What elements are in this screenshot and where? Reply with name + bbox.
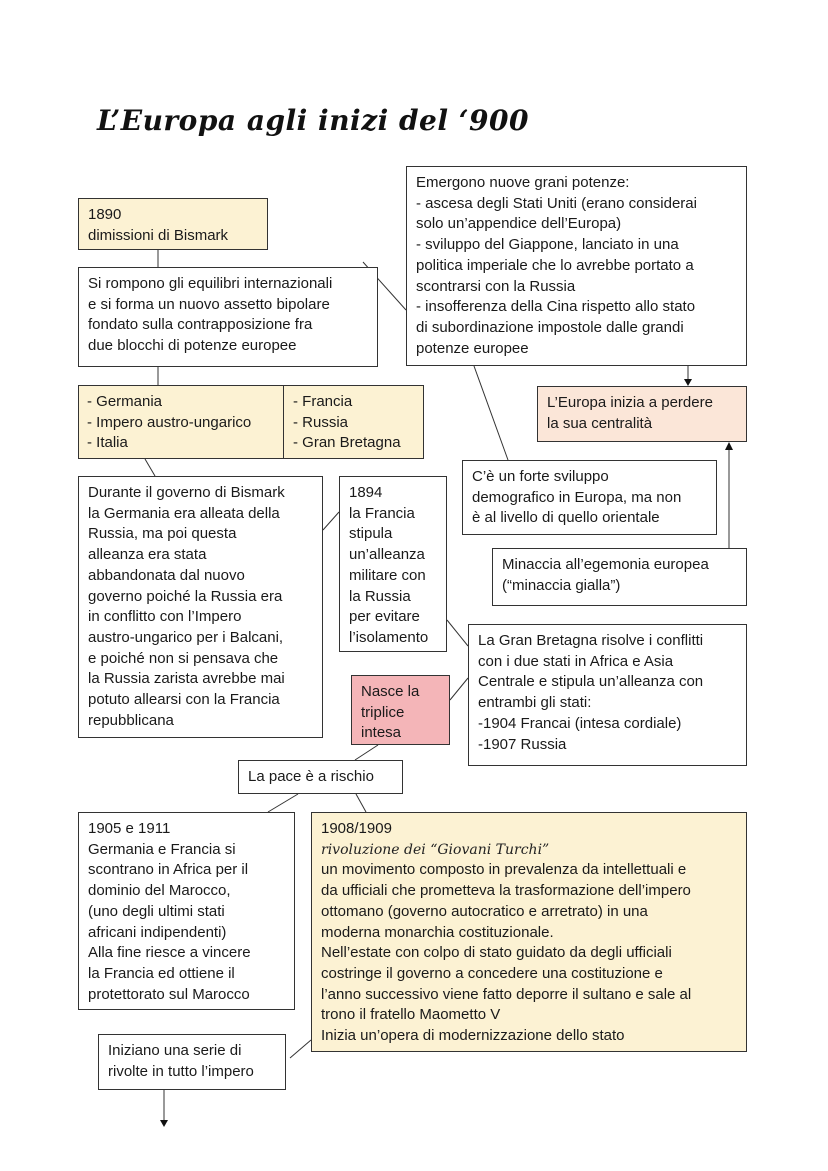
governo-bismark-box bbox=[78, 476, 323, 738]
text-line: due blocchi di potenze europee bbox=[88, 337, 297, 355]
text-line: (“minaccia gialla”) bbox=[502, 576, 621, 594]
text-line: per evitare bbox=[349, 608, 420, 626]
text-line: C’è un forte sviluppo bbox=[472, 468, 609, 485]
text-line: - ascesa degli Stati Uniti (erano considerai bbox=[416, 194, 697, 212]
text-line: governo poiché la Russia era bbox=[88, 587, 283, 605]
text-line: dominio del Marocco, bbox=[88, 882, 231, 900]
text-line: la Francia ed ottiene il bbox=[88, 964, 235, 982]
text-line: Durante il governo di Bismark bbox=[88, 484, 285, 501]
text-line: la sua centralità bbox=[547, 414, 653, 432]
text-line: l’isolamento bbox=[349, 628, 429, 646]
text-line: ottomano (governo autocratico e arretrato) in una bbox=[321, 902, 648, 920]
text-line: -1907 Russia bbox=[478, 735, 567, 753]
text-line: dimissioni di Bismark bbox=[88, 226, 229, 244]
text-line: - Russia bbox=[293, 413, 349, 431]
text-line: 1890 bbox=[88, 206, 122, 223]
nuove-potenze-box bbox=[406, 166, 747, 366]
text-line: rivolte in tutto l’impero bbox=[108, 1062, 254, 1080]
text-line: - insofferenza della Cina rispetto allo stato bbox=[416, 298, 696, 316]
text-line: - Francia bbox=[293, 393, 353, 410]
text-line: abbandonata dal nuovo bbox=[88, 566, 245, 584]
text-line: Emergono nuove grani potenze: bbox=[416, 174, 630, 191]
text-line: - Italia bbox=[87, 434, 128, 452]
text-line: la Germania era alleata della bbox=[88, 504, 280, 522]
text-line: è al livello di quello orientale bbox=[472, 509, 660, 527]
text-line: l’anno successivo viene fatto deporre il sultano e sale al bbox=[321, 985, 692, 1003]
blocchi-box bbox=[78, 385, 424, 459]
text-line: e si forma un nuovo assetto bipolare bbox=[88, 295, 330, 313]
text-line: 1905 e 1911 bbox=[88, 820, 171, 837]
text-line: africani indipendenti) bbox=[88, 923, 227, 941]
text-line: militare con bbox=[349, 566, 426, 584]
text-line: - Gran Bretagna bbox=[293, 434, 401, 452]
text-line: politica imperiale che lo avrebbe portato a bbox=[416, 256, 694, 274]
text-line: -1904 Francai (intesa cordiale) bbox=[478, 714, 682, 732]
text-line: di subordinazione impostole dalle grandi bbox=[416, 318, 684, 336]
text-line: 1894 bbox=[349, 484, 383, 501]
text-line: fondato sulla contrapposizione fra bbox=[88, 316, 313, 334]
text-line: scontrarsi con la Russia bbox=[416, 277, 576, 295]
text-line: - sviluppo del Giappone, lanciato in una bbox=[416, 236, 679, 254]
text-line: La pace è a rischio bbox=[248, 768, 374, 785]
text-line: la Francia bbox=[349, 504, 415, 522]
text-line: trono il fratello Maometto V bbox=[321, 1006, 501, 1024]
text-line: L’Europa inizia a perdere bbox=[547, 394, 713, 411]
minaccia-box bbox=[492, 548, 747, 606]
centralita-box bbox=[537, 386, 747, 442]
text-line: Nasce la bbox=[361, 683, 420, 700]
text-line: Alla fine riesce a vincere bbox=[88, 944, 251, 962]
marocco-box bbox=[78, 812, 295, 1010]
rivolte-box bbox=[98, 1034, 286, 1090]
blocco-triplice-alleanza bbox=[79, 386, 284, 458]
text-line: potenze europee bbox=[416, 339, 529, 357]
turchi-year: 1908/1909 bbox=[321, 820, 392, 837]
text-line: un movimento composto in prevalenza da intellettuali e bbox=[321, 861, 687, 879]
text-line: austro-ungarico per i Balcani, bbox=[88, 628, 284, 646]
text-line: triplice bbox=[361, 703, 405, 721]
text-line: - Impero austro-ungarico bbox=[87, 413, 252, 431]
text-line: la Russia bbox=[349, 587, 411, 605]
text-line: solo un’appendice dell’Europa) bbox=[416, 215, 622, 233]
text-line: entrambi gli stati: bbox=[478, 694, 592, 712]
triplice-intesa-box bbox=[351, 675, 450, 745]
text-line: Russia, ma poi questa bbox=[88, 525, 237, 543]
pace-box bbox=[238, 760, 403, 794]
bismark-1890-box bbox=[78, 198, 268, 250]
text-line: Nell’estate con colpo di stato guidato da degli ufficiali bbox=[321, 944, 672, 962]
text-line: (uno degli ultimi stati bbox=[88, 902, 225, 920]
text-line: da ufficiali che prometteva la trasformazione dell’impero bbox=[321, 882, 691, 900]
text-line: in conflitto con l’Impero bbox=[88, 608, 242, 626]
text-line: protettorato sul Marocco bbox=[88, 985, 250, 1003]
text-line: e poiché non si pensava che bbox=[88, 649, 279, 667]
francia-1894-box bbox=[339, 476, 447, 652]
text-line: demografico in Europa, ma non bbox=[472, 488, 682, 506]
gran-bretagna-box bbox=[468, 624, 747, 766]
equilibri-box bbox=[78, 267, 378, 367]
text-line: un’alleanza bbox=[349, 546, 425, 564]
text-line: la Russia zarista avrebbe mai bbox=[88, 670, 285, 688]
blocco-triplice-intesa bbox=[284, 386, 410, 458]
text-line: La Gran Bretagna risolve i conflitti bbox=[478, 632, 704, 649]
text-line: scontrano in Africa per il bbox=[88, 861, 249, 879]
sviluppo-demografico-box bbox=[462, 460, 717, 535]
page-title: L’Europa agli inizi del ‘900 bbox=[97, 104, 529, 137]
text-line: moderna monarchia costituzionale. bbox=[321, 923, 554, 941]
text-line: con i due stati in Africa e Asia bbox=[478, 652, 674, 670]
turchi-heading: rivoluzione dei “Giovani Turchi” bbox=[321, 841, 550, 858]
text-line: - Germania bbox=[87, 393, 163, 410]
text-line: potuto allearsi con la Francia bbox=[88, 691, 280, 709]
text-line: alleanza era stata bbox=[88, 546, 207, 564]
text-line: Germania e Francia si bbox=[88, 840, 236, 858]
text-line: Minaccia all’egemonia europea bbox=[502, 556, 709, 573]
text-line: Si rompono gli equilibri internazionali bbox=[88, 275, 333, 292]
text-line: Inizia un’opera di modernizzazione dello stato bbox=[321, 1027, 625, 1045]
text-line: repubblicana bbox=[88, 711, 174, 729]
text-line: stipula bbox=[349, 525, 393, 543]
text-line: Centrale e stipula un’alleanza con bbox=[478, 673, 704, 691]
giovani-turchi-box bbox=[311, 812, 747, 1052]
text-line: Iniziano una serie di bbox=[108, 1042, 242, 1059]
text-line: intesa bbox=[361, 724, 402, 742]
text-line: costringe il governo a concedere una costituzione e bbox=[321, 964, 663, 982]
